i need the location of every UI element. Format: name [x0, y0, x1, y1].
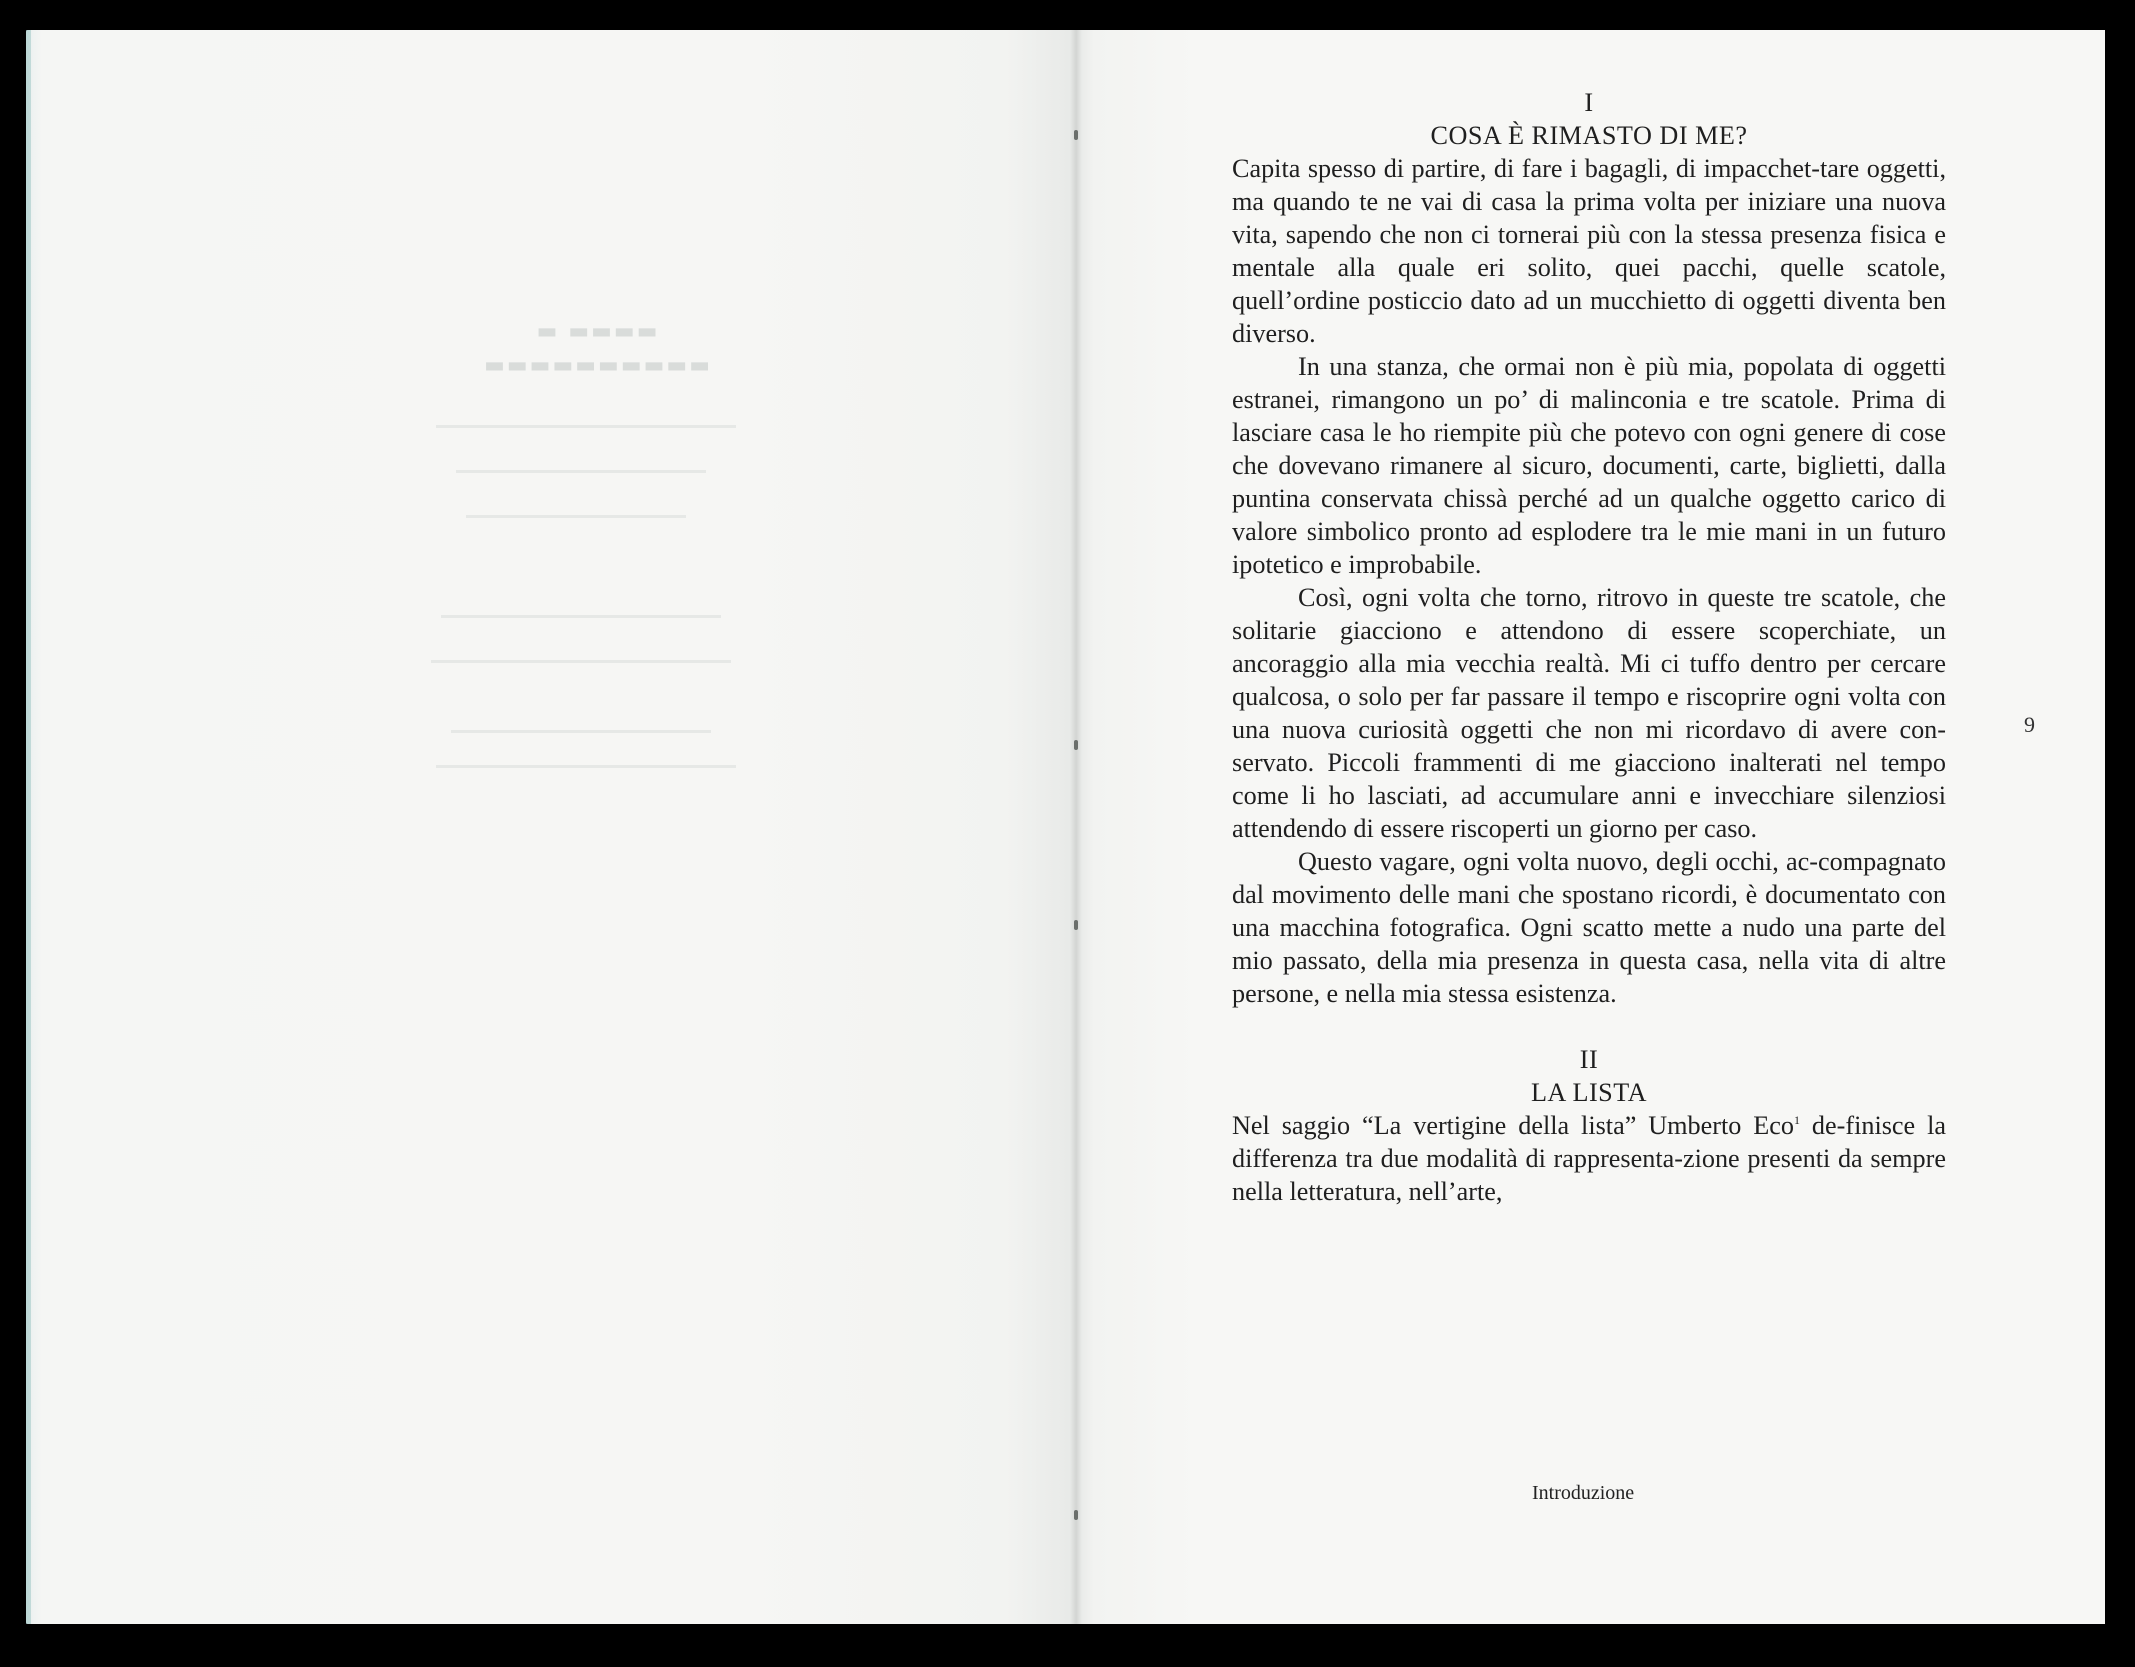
- footnote-marker[interactable]: 1: [1794, 1113, 1800, 1127]
- show-through-line: [451, 730, 711, 733]
- show-through-line: [456, 470, 706, 473]
- show-through-line: [441, 615, 721, 618]
- binding-stitch: [1074, 740, 1078, 750]
- binding-stitch: [1074, 1510, 1078, 1520]
- show-through-line: [436, 425, 736, 428]
- page-number: 9: [2024, 712, 2035, 737]
- show-through-text: ▬▬▬▬ ▬ ▬▬▬▬▬▬▬▬▬▬: [482, 319, 710, 378]
- paragraph: Così, ogni volta che torno, ritrovo in queste tre scatole, che solitarie giacciono e attendono di essere scoperchiate, un ancoraggio alla mia vecchia realtà. Mi ci tuffo dentro per cercare qualcosa, o solo per far passare il tempo e riscoprire ogni volta con una nuova curiosità oggetti che non mi ricordavo di avere con-servato. Piccoli frammenti di me giacciono inalterati nel tempo come li ho lasciati, ad accumulare anni e invecchiare silenziosi attendendo di essere riscoperti un giorno per caso.: [1232, 583, 1946, 843]
- gutter: [1070, 30, 1082, 1624]
- binding-stitch: [1074, 130, 1078, 140]
- show-through-line: [431, 660, 731, 663]
- paragraph: [1232, 1109, 1946, 1208]
- section-title: COSA È RIMASTO DI ME?: [1430, 121, 1748, 150]
- section-number: I: [1584, 88, 1594, 117]
- binding-stitch: [1074, 920, 1078, 930]
- section-number: II: [1579, 1045, 1599, 1074]
- show-through-line: [466, 515, 686, 518]
- section-spacer: [1232, 1010, 1946, 1043]
- paragraph: In una stanza, che ormai non è più mia, popolata di oggetti estranei, rimangono un po’ di malinconia e tre scatole. Prima di lasciare casa le ho riempite più che potevo con ogni genere di cose che dovevano rimanere al sicuro, documenti, carte, biglietti, dalla puntina conservata chissà perché ad un qualche oggetto carico di valore simbolico pronto ad esplodere tra le mie mani in un futuro ipotetico e improbabile.: [1232, 352, 1946, 579]
- paragraph-text: Nel saggio “La vertigine della lista” Umberto Eco: [1232, 1111, 1794, 1140]
- left-page: [26, 30, 1076, 1624]
- show-through-line: [436, 765, 736, 768]
- section-title: LA LISTA: [1530, 1078, 1648, 1107]
- right-page-text: [1232, 86, 1946, 1208]
- paragraph: Capita spesso di partire, di fare i bagagli, di impacchet-tare oggetti, ma quando te ne vai di casa la prima volta per iniziare una nuova vita, sapendo che non ci tornerai più con la stessa presenza fisica e mentale alla quale eri solito, quei pacchi, quelle scatole, quell’ordine posticcio dato ad un mucchietto di oggetti diventa ben diverso.: [1232, 154, 1946, 348]
- paragraph: Questo vagare, ogni volta nuovo, degli occhi, ac-compagnato dal movimento delle mani che spostano ricordi, è documentato con una macchina fotografica. Ogni scatto mette a nudo una parte del mio passato, della mia presenza in questa casa, nella vita di altre persone, e nella mia stessa esistenza.: [1232, 847, 1946, 1008]
- running-footer: Introduzione: [1532, 1482, 1635, 1504]
- paragraph-text: de-finisce la differenza tra due modalità di rappresenta-zione presenti da sempre nella letteratura, nell’arte,: [1232, 1111, 1947, 1206]
